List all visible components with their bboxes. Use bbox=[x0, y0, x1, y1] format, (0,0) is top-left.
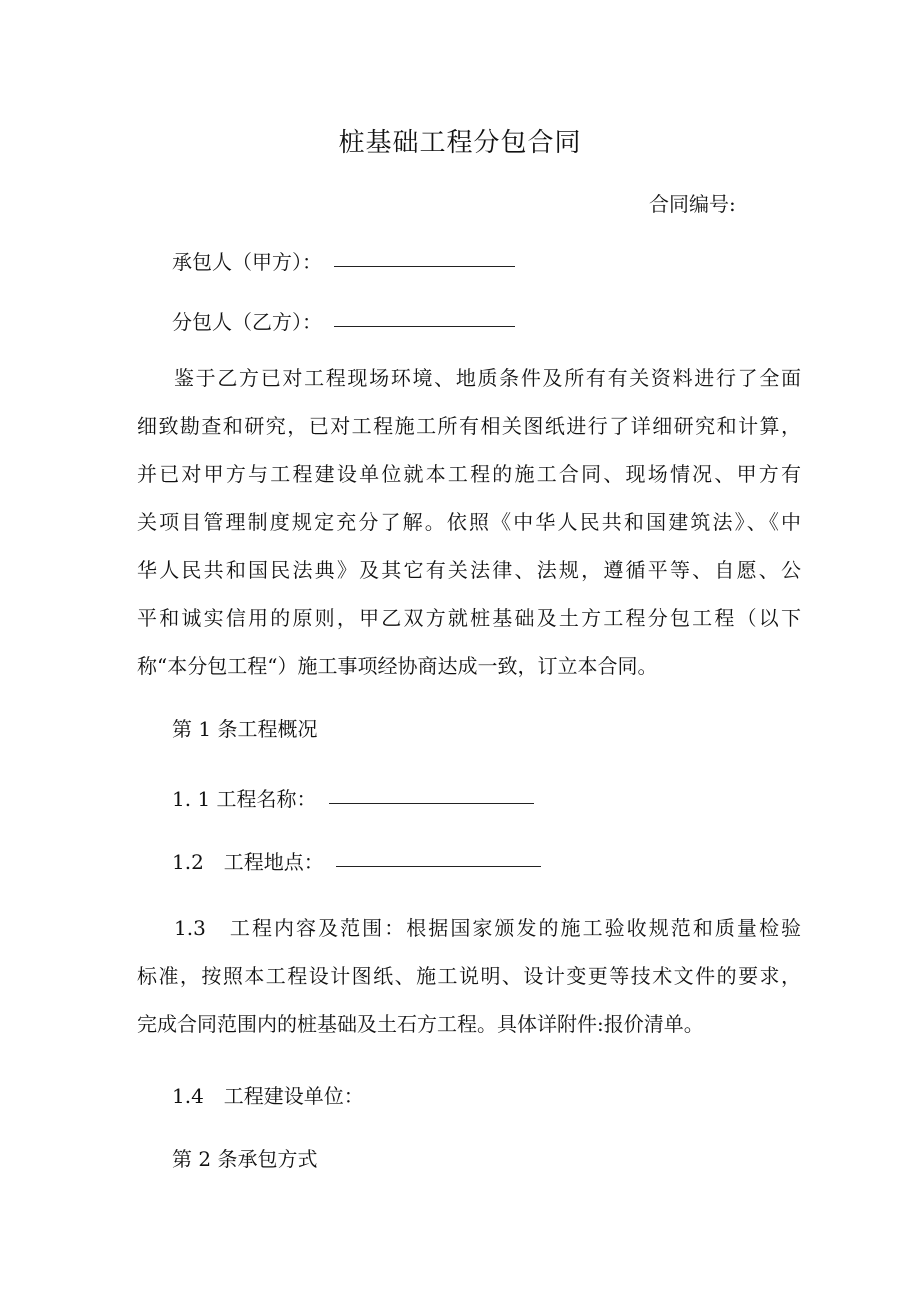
item-1-1-blank bbox=[329, 803, 534, 804]
intro-line: 平和诚实信用的原则，甲乙双方就桩基础及土方工程分包工程（以下 bbox=[137, 606, 801, 630]
item-1-3-line: 1.3 工程内容及范围：根据国家颁发的施工验收规范和质量检验 bbox=[174, 916, 801, 940]
item-1-2-line bbox=[172, 846, 541, 875]
intro-paragraph bbox=[137, 354, 801, 690]
article-1-heading: 第 1 条工程概况 bbox=[172, 717, 318, 741]
item-1-2-blank bbox=[336, 866, 541, 867]
intro-line: 称“本分包工程“）施工事项经协商达成一致，订立本合同。 bbox=[137, 654, 658, 678]
intro-line: 关项目管理制度规定充分了解。依照《中华人民共和国建筑法》、《中 bbox=[137, 510, 801, 534]
item-1-3-line: 完成合同范围内的桩基础及土石方工程。具体详附件:报价清单。 bbox=[137, 1012, 704, 1036]
item-1-3-line: 标准，按照本工程设计图纸、施工说明、设计变更等技术文件的要求， bbox=[137, 964, 801, 988]
party-a-label: 承包人（甲方）： bbox=[172, 250, 322, 274]
party-b-label: 分包人（乙方）： bbox=[172, 310, 322, 334]
intro-line: 鉴于乙方已对工程现场环境、地质条件及所有有关资料进行了全面 bbox=[174, 366, 801, 390]
party-b-line bbox=[172, 306, 515, 335]
article-2-heading: 第 2 条承包方式 bbox=[172, 1147, 318, 1171]
item-1-4-label: 1.4 工程建设单位： bbox=[172, 1084, 364, 1108]
item-1-1-line bbox=[172, 783, 534, 812]
item-1-2-label: 1.2 工程地点： bbox=[172, 850, 324, 874]
contract-number-label: 合同编号: bbox=[649, 192, 736, 216]
item-1-1-label: 1. 1 工程名称： bbox=[172, 787, 317, 811]
intro-line: 华人民共和国民法典》及其它有关法律、法规，遵循平等、自愿、公 bbox=[137, 558, 801, 582]
party-a-blank bbox=[334, 266, 515, 267]
document-title: 桩基础工程分包合同 bbox=[338, 128, 582, 158]
intro-line: 并已对甲方与工程建设单位就本工程的施工合同、现场情况、甲方有 bbox=[137, 462, 801, 486]
party-a-line bbox=[172, 246, 515, 275]
item-1-3-paragraph bbox=[137, 904, 801, 1048]
intro-line: 细致勘查和研究，已对工程施工所有相关图纸进行了详细研究和计算， bbox=[137, 414, 801, 438]
party-b-blank bbox=[334, 326, 515, 327]
